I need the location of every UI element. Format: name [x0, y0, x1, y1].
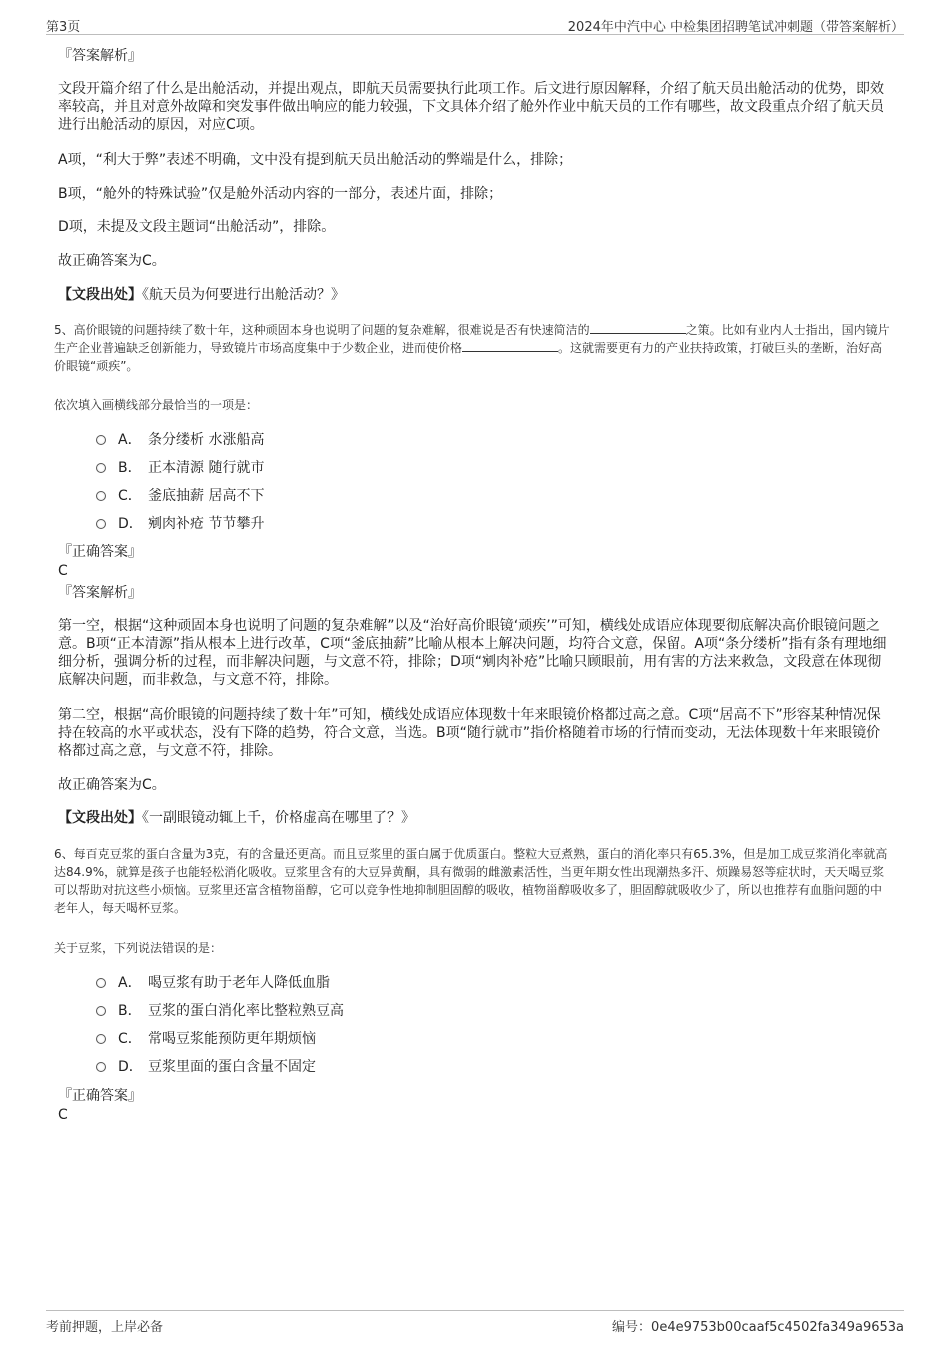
q6-prompt: 关于豆浆，下列说法错误的是：: [54, 941, 223, 955]
q6-answer: C: [58, 1107, 68, 1123]
q5-source-label: 【文段出处】: [58, 810, 142, 826]
radio-icon[interactable]: [96, 978, 106, 988]
q5-option-a[interactable]: A． 条分缕析 水涨船高: [96, 431, 264, 449]
document-title: 2024年中汽中心 中检集团招聘笔试冲刺题（带答案解析）: [567, 20, 904, 35]
page-footer: [46, 1310, 904, 1337]
q5-option-d[interactable]: D． 剜肉补疮 节节攀升: [96, 515, 264, 533]
q5-analysis-label: 『答案解析』: [58, 585, 142, 601]
radio-icon[interactable]: [96, 1034, 106, 1044]
document-code: 编号：0e4e9753b00caaf5c4502fa349a9653a: [612, 1320, 904, 1335]
q5-conclusion: 故正确答案为C。: [58, 777, 166, 793]
q4-source: [58, 286, 888, 304]
q4-option-a-note: A项，“利大于弊”表述不明确，文中没有提到航天员出舱活动的弊端是什么，排除；: [58, 152, 573, 168]
q4-source-title: 《航天员为何要进行出舱活动？》: [142, 287, 345, 303]
q5-analysis-2: 第二空，根据“高价眼镜的问题持续了数十年”可知，横线处成语应体现数十年来眼镜价格都过高之意。C项“居高不下”形容某种情况保持在较高的水平或状态，没有下降的趋势，符合文意，当选。B项“随行就市”指价格随着市场的行情而变动，无法体现数十年来眼镜价格都过高之意，与文意不符，排除。: [58, 707, 881, 759]
footer-slogan: 考前押题，上岸必备: [46, 1320, 164, 1335]
page-number: 第3页: [46, 20, 81, 35]
q4-source-label: 【文段出处】: [58, 287, 142, 303]
radio-icon[interactable]: [96, 1062, 106, 1072]
q4-option-d-note: D项，未提及文段主题词“出舱活动”，排除。: [58, 219, 336, 235]
q5-stem: 5、高价眼镜的问题持续了数十年，这种顽固本身也说明了问题的复杂难解，很难说是否有快速简洁的 之策。比如有业内人士指出，国内镜片生产企业普遍缺乏创新能力，导致镜片市场高度集中于少数企业，进而使价格 。这就需要更有力的产业扶持政策，打破巨头的垄断，治好高价眼镜“顽疾”。: [54, 323, 890, 373]
q5-analysis-1: 第一空，根据“这种顽固本身也说明了问题的复杂难解”以及“治好高价眼镜‘顽疾’”可知，横线处成语应体现要彻底解决高价眼镜问题之意。B项“正本清源”指从根本上进行改革，C项“釜底抽薪”比喻从根本上解决问题，均符合文意，保留。A项“条分缕析”指有条有理地细细分析，强调分析的过程，而非解决问题，与文意不符，排除；D项“剜肉补疮”比喻只顾眼前，用有害的方法来救急，文段意在体现彻底解决问题，而非救急，与文意不符，排除。: [58, 618, 887, 688]
page-header: [46, 14, 904, 35]
q4-analysis-text: 文段开篇介绍了什么是出舱活动，并提出观点，即航天员需要执行此项工作。后文进行原因解释，介绍了航天员出舱活动的优势，即效率较高，并且对意外故障和突发事件做出响应的能力较强，下文具体介绍了舱外作业中航天员的工作有哪些，故文段重点介绍了航天员进行出舱活动的原因，对应C项。: [58, 81, 884, 133]
q5-source: [58, 809, 888, 827]
radio-icon[interactable]: [96, 1006, 106, 1016]
q5-answer: C: [58, 563, 68, 579]
q4-conclusion: 故正确答案为C。: [58, 253, 166, 269]
q4-analysis-label: 『答案解析』: [58, 48, 142, 64]
q5-option-c[interactable]: C． 釜底抽薪 居高不下: [96, 487, 264, 505]
q6-option-a[interactable]: A． 喝豆浆有助于老年人降低血脂: [96, 974, 330, 992]
radio-icon[interactable]: [96, 491, 106, 501]
q5-source-title: 《一副眼镜动辄上千，价格虚高在哪里了？》: [142, 810, 415, 826]
q6-option-d[interactable]: D． 豆浆里面的蛋白含量不固定: [96, 1058, 316, 1076]
q5-prompt: 依次填入画横线部分最恰当的一项是：: [54, 398, 259, 412]
q6-answer-label: 『正确答案』: [58, 1088, 142, 1104]
q6-stem: 6、每百克豆浆的蛋白含量为3克，有的含量还更高。而且豆浆里的蛋白属于优质蛋白。整粒大豆煮熟，蛋白的消化率只有65.3%，但是加工成豆浆消化率就高达84.9%，就算是孩子也能轻松消化吸收。豆浆里含有的大豆异黄酮，具有微弱的雌激素活性，当更年期女性出现潮热多汗、烦躁易怒等症状时，天天喝豆浆可以帮助对抗这些小烦恼。豆浆里还富含植物甾醇，它可以竞争性地抑制胆固醇的吸收，植物甾醇吸收多了，胆固醇就吸收少了，所以也推荐有血脂问题的中老年人，每天喝杯豆浆。: [54, 847, 888, 915]
radio-icon[interactable]: [96, 519, 106, 529]
q5-blank-1: [590, 321, 686, 334]
radio-icon[interactable]: [96, 435, 106, 445]
radio-icon[interactable]: [96, 463, 106, 473]
q5-blank-2: [462, 339, 558, 352]
q6-option-b[interactable]: B． 豆浆的蛋白消化率比整粒熟豆高: [96, 1002, 344, 1020]
q6-option-c[interactable]: C． 常喝豆浆能预防更年期烦恼: [96, 1030, 316, 1048]
q4-option-b-note: B项，“舱外的特殊试验”仅是舱外活动内容的一部分，表述片面，排除；: [58, 186, 503, 202]
q5-option-b[interactable]: B． 正本清源 随行就市: [96, 459, 264, 477]
q5-answer-label: 『正确答案』: [58, 544, 142, 560]
